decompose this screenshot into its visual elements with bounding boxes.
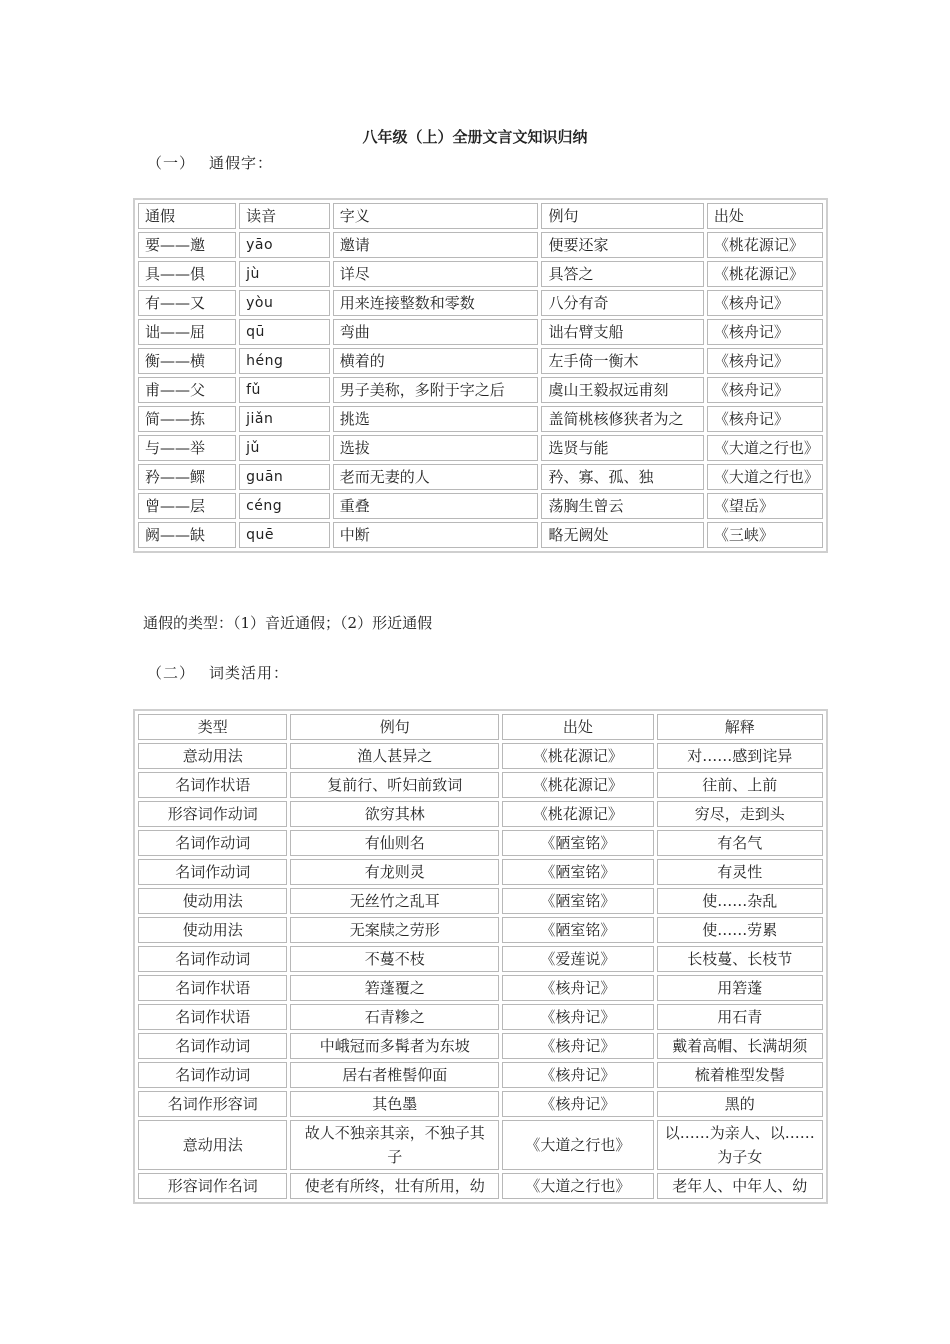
table-row xyxy=(138,319,823,345)
table-cell: 盖简桃核修狭者为之 xyxy=(541,406,703,432)
table-cell: 意动用法 xyxy=(138,1120,287,1170)
column-header: 例句 xyxy=(541,203,703,229)
table-cell: 选贤与能 xyxy=(541,435,703,461)
table-cell: 《核舟记》 xyxy=(502,975,654,1001)
table-cell: 《核舟记》 xyxy=(707,290,823,316)
table-cell: 用石青 xyxy=(657,1004,823,1030)
table-cell: 《三峡》 xyxy=(707,522,823,548)
cilei-table xyxy=(133,709,828,1204)
table-cell: 用箬蓬 xyxy=(657,975,823,1001)
column-header: 出处 xyxy=(502,714,654,740)
table-cell: 略无阙处 xyxy=(541,522,703,548)
table-cell: 《陋室铭》 xyxy=(502,917,654,943)
table-cell: 诎——屈 xyxy=(138,319,236,345)
table-cell: 名词作动词 xyxy=(138,1062,287,1088)
table-cell: 男子美称，多附于字之后 xyxy=(333,377,539,403)
table-cell: 《桃花源记》 xyxy=(707,261,823,287)
table-cell: 箬蓬覆之 xyxy=(290,975,499,1001)
table-cell: 《核舟记》 xyxy=(707,377,823,403)
table-cell: 对……感到诧异 xyxy=(657,743,823,769)
table-cell: 《核舟记》 xyxy=(707,348,823,374)
tongjia-type-note: 通假的类型：（1）音近通假；（2）形近通假 xyxy=(143,614,433,632)
table-cell: 《大道之行也》 xyxy=(707,435,823,461)
table-cell: 使老有所终，壮有所用，幼 xyxy=(290,1173,499,1199)
table-cell: 弯曲 xyxy=(333,319,539,345)
table-cell: guān xyxy=(239,464,330,490)
table-cell: 长枝蔓、长枝节 xyxy=(657,946,823,972)
section-number: （二） xyxy=(147,664,196,682)
table-row xyxy=(138,290,823,316)
section-label: 词类活用： xyxy=(209,664,290,682)
table-cell: 衡——横 xyxy=(138,348,236,374)
table-row xyxy=(138,946,823,972)
table-cell: 往前、上前 xyxy=(657,772,823,798)
table-row xyxy=(138,464,823,490)
table-cell: 形容词作动词 xyxy=(138,801,287,827)
table-cell: 名词作状语 xyxy=(138,975,287,1001)
table-cell: 戴着高帽、长满胡须 xyxy=(657,1033,823,1059)
table-row xyxy=(138,743,823,769)
column-header: 字义 xyxy=(333,203,539,229)
table-row xyxy=(138,917,823,943)
table-cell: 详尽 xyxy=(333,261,539,287)
section-number: （一） xyxy=(147,154,196,172)
table-cell: 《核舟记》 xyxy=(502,1033,654,1059)
table-cell: 《桃花源记》 xyxy=(502,801,654,827)
tongjia-table xyxy=(133,198,828,553)
table-cell: 横着的 xyxy=(333,348,539,374)
table-cell: 《陋室铭》 xyxy=(502,830,654,856)
table-cell: 挑选 xyxy=(333,406,539,432)
table-cell: 穷尽，走到头 xyxy=(657,801,823,827)
table-cell: 名词作形容词 xyxy=(138,1091,287,1117)
table-cell: 《核舟记》 xyxy=(707,319,823,345)
table-cell: 使动用法 xyxy=(138,888,287,914)
table-cell: 名词作动词 xyxy=(138,946,287,972)
table-cell: 意动用法 xyxy=(138,743,287,769)
table-cell: yòu xyxy=(239,290,330,316)
table-cell: yāo xyxy=(239,232,330,258)
section-label: 通假字： xyxy=(209,154,274,172)
table-cell: 《桃花源记》 xyxy=(502,743,654,769)
table-cell: 复前行、听妇前致词 xyxy=(290,772,499,798)
column-header: 类型 xyxy=(138,714,287,740)
table-cell: 具答之 xyxy=(541,261,703,287)
table-row xyxy=(138,377,823,403)
table-row xyxy=(138,1091,823,1117)
table-cell: 老而无妻的人 xyxy=(333,464,539,490)
table-row xyxy=(138,1120,823,1170)
table-cell: 用来连接整数和零数 xyxy=(333,290,539,316)
table-cell: 梳着椎型发髻 xyxy=(657,1062,823,1088)
table-cell: 《望岳》 xyxy=(707,493,823,519)
table-row xyxy=(138,859,823,885)
table-row xyxy=(138,348,823,374)
table-row xyxy=(138,888,823,914)
table-cell: 虞山王毅叔远甫刻 xyxy=(541,377,703,403)
table-cell: 使动用法 xyxy=(138,917,287,943)
table-cell: 以……为亲人、以……为子女 xyxy=(657,1120,823,1170)
table-cell: 使……杂乱 xyxy=(657,888,823,914)
table-cell: 名词作动词 xyxy=(138,859,287,885)
table-cell: 《大道之行也》 xyxy=(502,1120,654,1170)
table-row xyxy=(138,1062,823,1088)
table-cell: qū xyxy=(239,319,330,345)
table-cell: 《核舟记》 xyxy=(502,1091,654,1117)
table-cell: jǔ xyxy=(239,435,330,461)
table-cell: 《大道之行也》 xyxy=(502,1173,654,1199)
table-cell: 《桃花源记》 xyxy=(502,772,654,798)
table-cell: 荡胸生曾云 xyxy=(541,493,703,519)
table-cell: céng xyxy=(239,493,330,519)
table-cell: quē xyxy=(239,522,330,548)
table-cell: 《桃花源记》 xyxy=(707,232,823,258)
table-cell: 其色墨 xyxy=(290,1091,499,1117)
table-cell: 《核舟记》 xyxy=(502,1062,654,1088)
table-cell: 邀请 xyxy=(333,232,539,258)
table-cell: jù xyxy=(239,261,330,287)
table-row xyxy=(138,1173,823,1199)
table-row xyxy=(138,830,823,856)
table-cell: 有——又 xyxy=(138,290,236,316)
table-cell: 故人不独亲其亲，不独子其子 xyxy=(290,1120,499,1170)
table-row xyxy=(138,975,823,1001)
table-row xyxy=(138,801,823,827)
table-cell: 《陋室铭》 xyxy=(502,859,654,885)
table-row xyxy=(138,1033,823,1059)
table-cell: 与——举 xyxy=(138,435,236,461)
table-cell: 黑的 xyxy=(657,1091,823,1117)
table-header-row xyxy=(138,714,823,740)
table-cell: jiǎn xyxy=(239,406,330,432)
table-row xyxy=(138,522,823,548)
table-cell: 使……劳累 xyxy=(657,917,823,943)
column-header: 通假 xyxy=(138,203,236,229)
table-cell: 形容词作名词 xyxy=(138,1173,287,1199)
table-cell: 不蔓不枝 xyxy=(290,946,499,972)
column-header: 出处 xyxy=(707,203,823,229)
table-cell: 诎右臂支船 xyxy=(541,319,703,345)
column-header: 读音 xyxy=(239,203,330,229)
table-cell: 具——俱 xyxy=(138,261,236,287)
table-cell: héng xyxy=(239,348,330,374)
table-cell: 选拔 xyxy=(333,435,539,461)
table-row xyxy=(138,1004,823,1030)
table-cell: 矜、寡、孤、独 xyxy=(541,464,703,490)
table-cell: 甫——父 xyxy=(138,377,236,403)
table-cell: fǔ xyxy=(239,377,330,403)
table-cell: 名词作动词 xyxy=(138,830,287,856)
table-row xyxy=(138,406,823,432)
table-cell: 《陋室铭》 xyxy=(502,888,654,914)
table-cell: 《核舟记》 xyxy=(707,406,823,432)
table-cell: 居右者椎髻仰面 xyxy=(290,1062,499,1088)
table-cell: 曾——层 xyxy=(138,493,236,519)
table-header-row xyxy=(138,203,823,229)
column-header: 例句 xyxy=(290,714,499,740)
table-cell: 左手倚一衡木 xyxy=(541,348,703,374)
table-cell: 有灵性 xyxy=(657,859,823,885)
table-cell: 矜——鳏 xyxy=(138,464,236,490)
table-cell: 欲穷其林 xyxy=(290,801,499,827)
table-cell: 《核舟记》 xyxy=(502,1004,654,1030)
table-cell: 《爱莲说》 xyxy=(502,946,654,972)
table-cell: 有名气 xyxy=(657,830,823,856)
table-cell: 要——邀 xyxy=(138,232,236,258)
table-cell: 便要还家 xyxy=(541,232,703,258)
table-row xyxy=(138,435,823,461)
table-cell: 无丝竹之乱耳 xyxy=(290,888,499,914)
table-cell: 无案牍之劳形 xyxy=(290,917,499,943)
table-row xyxy=(138,261,823,287)
table-cell: 老年人、中年人、幼 xyxy=(657,1173,823,1199)
table-cell: 中峨冠而多髯者为东坡 xyxy=(290,1033,499,1059)
table-row xyxy=(138,232,823,258)
table-cell: 有龙则灵 xyxy=(290,859,499,885)
table-cell: 名词作状语 xyxy=(138,772,287,798)
table-row xyxy=(138,772,823,798)
table-cell: 名词作状语 xyxy=(138,1004,287,1030)
column-header: 解释 xyxy=(657,714,823,740)
table-cell: 八分有奇 xyxy=(541,290,703,316)
table-cell: 简——拣 xyxy=(138,406,236,432)
table-cell: 石青糁之 xyxy=(290,1004,499,1030)
table-cell: 中断 xyxy=(333,522,539,548)
table-cell: 《大道之行也》 xyxy=(707,464,823,490)
table-cell: 名词作动词 xyxy=(138,1033,287,1059)
page-title: 八年级（上）全册文言文知识归纳 xyxy=(362,128,588,146)
table-row xyxy=(138,493,823,519)
table-cell: 阙——缺 xyxy=(138,522,236,548)
section-heading-tongjia xyxy=(147,152,273,173)
table-cell: 有仙则名 xyxy=(290,830,499,856)
table-cell: 渔人甚异之 xyxy=(290,743,499,769)
section-heading-cilei xyxy=(147,662,289,683)
table-cell: 重叠 xyxy=(333,493,539,519)
